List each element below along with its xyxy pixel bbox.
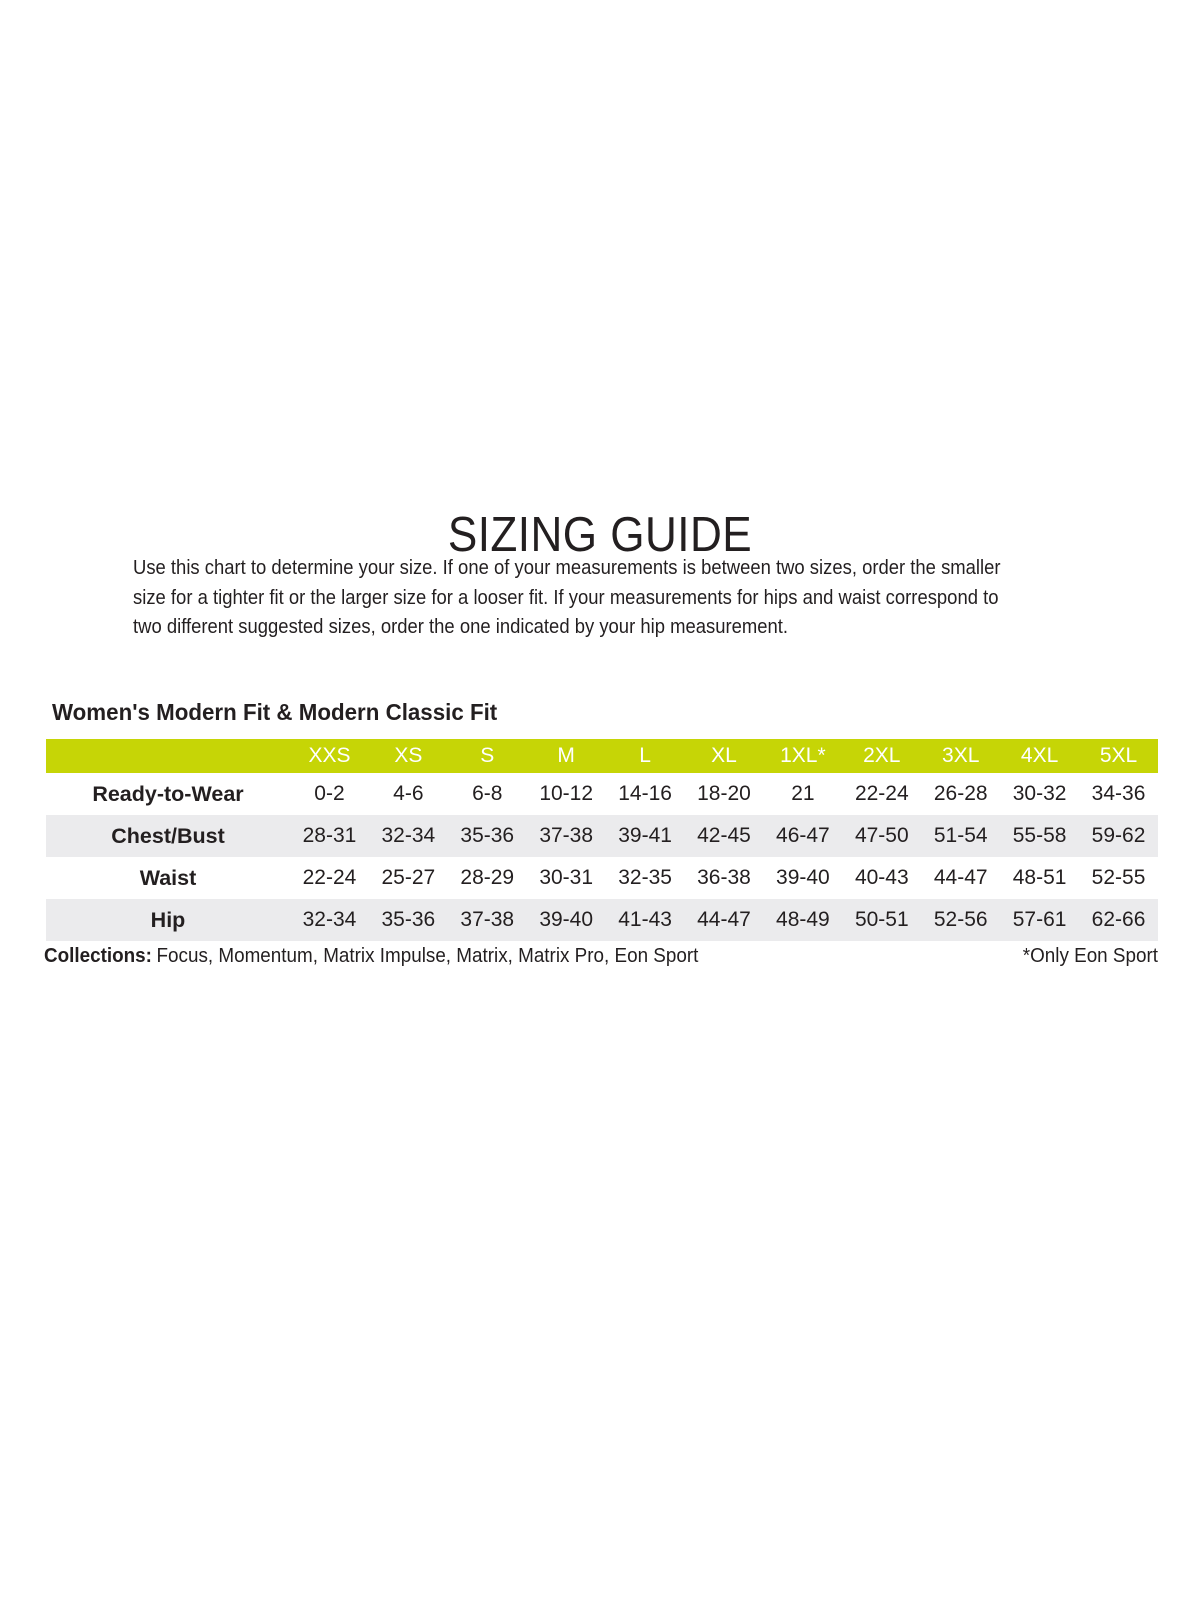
size-column-header-2xl: 2XL — [842, 739, 921, 773]
intro-line-3: two different suggested sizes, order the one indicated by your hip measurement. — [133, 615, 789, 638]
table-cell: 48-49 — [776, 908, 830, 931]
table-cell: 6-8 — [472, 782, 503, 805]
table-cell: 37-38 — [539, 824, 594, 847]
table-cell: 14-16 — [618, 782, 672, 805]
page-title: SIZING GUIDE — [447, 507, 753, 562]
row-label: Chest/Bust — [111, 823, 225, 848]
table-cell: 36-38 — [697, 866, 751, 889]
table-cell: 28-29 — [460, 866, 515, 889]
table-cell: 32-34 — [381, 824, 436, 847]
table-cell: 22-24 — [854, 782, 909, 805]
row-label: Ready-to-Wear — [92, 781, 244, 806]
size-column-header-l: L — [606, 739, 685, 773]
table-cell: 57-61 — [1012, 908, 1067, 931]
intro-line-2: size for a tighter fit or the larger size for a looser fit. If your measurements for hips and waist correspond to — [133, 585, 999, 609]
table-cell: 51-54 — [933, 824, 988, 847]
size-column-header-1xl: 1XL* — [763, 739, 842, 773]
table-cell: 52-55 — [1091, 866, 1146, 889]
row-label: Hip — [150, 907, 186, 932]
table-cell: 35-36 — [460, 824, 515, 847]
collections-footer — [44, 941, 1158, 971]
table-cell: 0-2 — [314, 782, 345, 805]
size-table — [46, 739, 1158, 941]
table-cell: 30-31 — [539, 866, 594, 889]
table-cell: 62-66 — [1091, 908, 1146, 931]
table-cell: 44-47 — [697, 908, 751, 931]
section-heading: Women's Modern Fit & Modern Classic Fit — [52, 699, 498, 725]
table-cell: 35-36 — [381, 908, 436, 931]
table-cell: 42-45 — [697, 824, 751, 847]
table-cell: 48-51 — [1012, 866, 1067, 889]
intro-line-1: Use this chart to determine your size. If one of your measurements is between two sizes, order the smaller — [133, 556, 1001, 579]
table-cell: 39-40 — [539, 908, 594, 931]
size-column-header-xxs: XXS — [290, 739, 369, 773]
table-cell: 4-6 — [393, 782, 424, 805]
size-column-header-4xl: 4XL — [1000, 739, 1079, 773]
intro-paragraph — [133, 553, 1001, 642]
table-row-hip — [46, 899, 1158, 941]
table-row-waist — [46, 857, 1158, 899]
table-cell: 39-41 — [618, 824, 672, 847]
size-column-header-xs: XS — [369, 739, 448, 773]
collections-line — [44, 941, 698, 971]
table-cell: 10-12 — [539, 782, 594, 805]
collections-list: Focus, Momentum, Matrix Impulse, Matrix, Matrix Pro, Eon Sport — [156, 944, 699, 967]
table-cell: 50-51 — [854, 908, 909, 931]
table-cell: 59-62 — [1091, 824, 1146, 847]
table-cell: 46-47 — [776, 824, 830, 847]
size-column-header-m: M — [527, 739, 606, 773]
table-cell: 40-43 — [854, 866, 909, 889]
table-cell: 44-47 — [933, 866, 988, 889]
table-cell: 25-27 — [381, 866, 436, 889]
table-cell: 37-38 — [460, 908, 515, 931]
table-cell: 52-56 — [933, 908, 988, 931]
table-cell: 34-36 — [1091, 782, 1146, 805]
table-cell: 18-20 — [697, 782, 751, 805]
footnote-only-eon-sport: *Only Eon Sport — [1022, 944, 1158, 967]
size-column-header-5xl: 5XL — [1079, 739, 1158, 773]
table-cell: 32-34 — [302, 908, 357, 931]
table-cell: 28-31 — [302, 824, 357, 847]
table-cell: 47-50 — [854, 824, 909, 847]
table-cell: 39-40 — [776, 866, 830, 889]
table-cell: 41-43 — [618, 908, 672, 931]
row-label: Waist — [139, 865, 197, 890]
size-column-header-3xl: 3XL — [921, 739, 1000, 773]
table-cell: 26-28 — [933, 782, 988, 805]
size-table-corner-cell — [46, 739, 290, 773]
table-cell: 21 — [791, 782, 815, 805]
table-cell: 30-32 — [1012, 782, 1067, 805]
size-column-header-s: S — [448, 739, 527, 773]
size-column-header-xl: XL — [685, 739, 764, 773]
table-cell: 32-35 — [618, 866, 672, 889]
size-table-header-row — [46, 739, 1158, 773]
table-row-ready-to-wear — [46, 773, 1158, 815]
table-cell: 22-24 — [302, 866, 357, 889]
table-row-chest-bust — [46, 815, 1158, 857]
collections-label: Collections: — [44, 944, 152, 967]
table-cell: 55-58 — [1012, 824, 1067, 847]
